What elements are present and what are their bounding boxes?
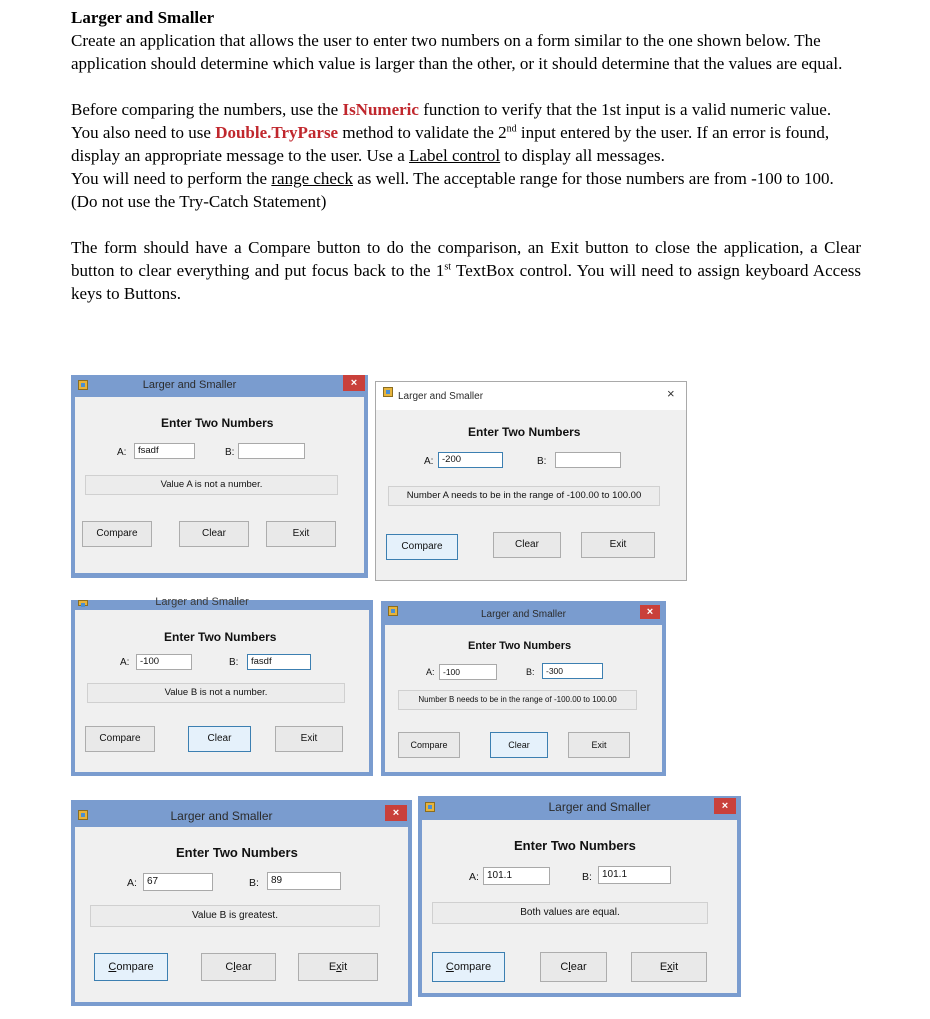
label-a: A: (127, 877, 137, 889)
textbox-b[interactable]: -300 (542, 663, 603, 679)
textbox-b[interactable] (555, 452, 621, 468)
title-bar (71, 800, 412, 824)
title-bar (71, 596, 373, 608)
range-check-term: range check (271, 169, 353, 188)
close-button[interactable]: × (640, 605, 660, 619)
window-title: Larger and Smaller (170, 809, 273, 823)
validation-paragraph: Before comparing the numbers, use the IsNumeric function to verify that the 1st input is a valid numeric value. You also need to use Double.TryParse method to validate the 2nd input entered by the user. If an error is found, display an appropriate message to the user. Use a Label control to display all messages. (71, 100, 832, 165)
window-title: Larger and Smaller (548, 800, 651, 814)
clear-button[interactable]: Clear (188, 726, 251, 752)
form-heading: Enter Two Numbers (468, 640, 572, 652)
textbox-a[interactable]: 67 (143, 873, 213, 891)
app-icon (383, 387, 393, 397)
label-a: A: (469, 871, 479, 883)
textbox-b[interactable]: 101.1 (598, 866, 671, 884)
close-button[interactable]: × (714, 798, 736, 814)
textbox-a[interactable]: -100 (136, 654, 192, 670)
label-b: B: (249, 877, 259, 889)
textbox-a[interactable]: fsadf (134, 443, 195, 459)
message-label: Number B needs to be in the range of -100.00 to 100.00 (398, 690, 637, 710)
form-window-4 (381, 601, 666, 776)
label-b: B: (537, 456, 547, 467)
exit-button[interactable]: Exit (275, 726, 343, 752)
label-b: B: (526, 667, 535, 677)
form-window-5 (71, 800, 412, 1006)
label-b: B: (229, 657, 239, 668)
form-client (75, 610, 369, 772)
window-title: Larger and Smaller (142, 379, 237, 391)
exit-button[interactable]: Exit (581, 532, 655, 558)
label-control-term: Label control (409, 146, 501, 165)
message-label: Number A needs to be in the range of -100.00 to 100.00 (388, 486, 660, 506)
form-client (376, 410, 686, 580)
assignment-text (71, 6, 861, 305)
label-b: B: (225, 447, 235, 458)
clear-button[interactable]: Clear (540, 952, 607, 982)
label-a: A: (424, 456, 434, 467)
window-title: Larger and Smaller (155, 596, 249, 608)
close-button[interactable]: × (667, 386, 675, 401)
window-title: Larger and Smaller (480, 609, 567, 620)
message-label: Value A is not a number. (85, 475, 338, 495)
tryparse-keyword: Double.TryParse (215, 123, 339, 142)
clear-button[interactable]: Clear (493, 532, 561, 558)
textbox-b[interactable]: 89 (267, 872, 341, 890)
textbox-b[interactable]: fasdf (247, 654, 311, 670)
message-label: Value B is not a number. (87, 683, 345, 703)
label-a: A: (117, 447, 127, 458)
form-heading: Enter Two Numbers (514, 838, 636, 853)
textbox-a[interactable]: -100 (439, 664, 497, 680)
title-bar (381, 601, 666, 623)
form-client (385, 625, 662, 772)
exit-button[interactable]: Exit (631, 952, 707, 982)
buttons-paragraph: The form should have a Compare button to do the comparison, an Exit button to close the application, a Clear button to clear everything and put focus back to the 1st TextBox control. You will need to assign keyboard Access keys to Buttons. (71, 238, 861, 303)
form-client (422, 820, 737, 993)
range-paragraph: You will need to perform the range check as well. The acceptable range for those numbers are from -100 to 100. (Do not use the Try-Catch Statement) (71, 169, 834, 211)
label-a: A: (120, 657, 130, 668)
form-client (75, 397, 364, 573)
app-icon (425, 802, 435, 812)
form-client (75, 827, 408, 1002)
form-window-1 (71, 375, 368, 578)
form-heading: Enter Two Numbers (161, 416, 274, 430)
close-button[interactable]: × (343, 375, 365, 391)
label-b: B: (582, 871, 592, 883)
close-button[interactable]: × (385, 805, 407, 821)
form-heading: Enter Two Numbers (164, 630, 277, 644)
isnumeric-keyword: IsNumeric (342, 100, 419, 119)
clear-button[interactable]: Clear (201, 953, 276, 981)
compare-button[interactable]: Compare (386, 534, 458, 560)
label-a: A: (426, 667, 435, 677)
window-title: Larger and Smaller (398, 391, 484, 402)
intro-paragraph: Create an application that allows the user to enter two numbers on a form similar to the one shown below. The application should determine which value is larger than the other, or it should determine that the values are equal. (71, 31, 843, 73)
exit-button[interactable]: Exit (568, 732, 630, 758)
form-window-2 (375, 381, 687, 581)
compare-button[interactable]: Compare (82, 521, 152, 547)
textbox-a[interactable]: 101.1 (483, 867, 550, 885)
message-label: Both values are equal. (432, 902, 708, 924)
title-bar (376, 382, 686, 404)
title-bar (71, 375, 368, 397)
exit-button[interactable]: Exit (298, 953, 378, 981)
clear-button[interactable]: Clear (179, 521, 249, 547)
compare-button[interactable]: Compare (85, 726, 155, 752)
form-heading: Enter Two Numbers (468, 425, 581, 439)
compare-button[interactable]: Compare (432, 952, 505, 982)
textbox-a[interactable]: -200 (438, 452, 503, 468)
exit-button[interactable]: Exit (266, 521, 336, 547)
compare-button[interactable]: Compare (94, 953, 168, 981)
form-window-6 (418, 796, 741, 997)
clear-button[interactable]: Clear (490, 732, 548, 758)
title-bar (418, 796, 741, 818)
assignment-title: Larger and Smaller (71, 8, 215, 27)
form-window-3 (71, 596, 373, 776)
compare-button[interactable]: Compare (398, 732, 460, 758)
message-label: Value B is greatest. (90, 905, 380, 927)
textbox-b[interactable] (238, 443, 305, 459)
form-heading: Enter Two Numbers (176, 845, 298, 860)
